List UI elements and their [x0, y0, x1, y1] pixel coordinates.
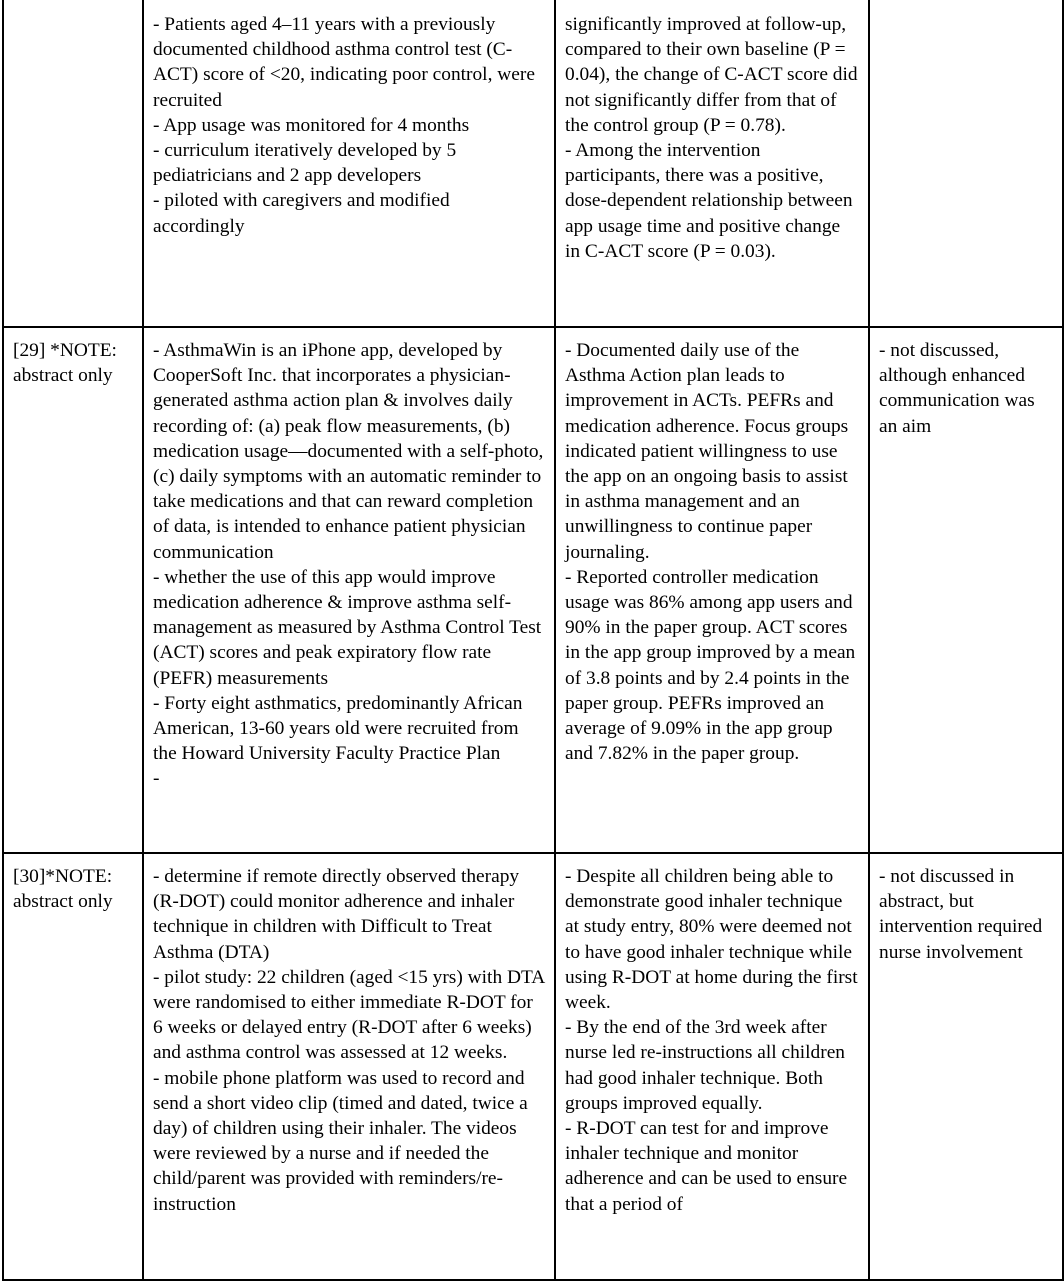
notes-cell [869, 0, 1063, 327]
reference-cell: [30]*NOTE: abstract only [3, 853, 143, 1280]
results-cell: - Despite all children being able to demonstrate good inhaler technique at study entry, 80% were deemed not to have good inhaler technique while using R-DOT at home during the first week. - By the end of the 3rd week after nurse led re-instructions all children had good inhaler technique. Both groups improved equally. - R-DOT can test for and improve inhaler technique and monitor adherence and can be used to ensure that a period of [555, 853, 869, 1280]
results-cell: - Documented daily use of the Asthma Action plan leads to improvement in ACTs. PEFRs and medication adherence. Focus groups indicated patient willingness to use the app on an ongoing basis to assist in asthma management and an unwillingness to continue paper journaling. - Reported controller medication usage was 86% among app users and 90% in the paper group. ACT scores in the app group improved by a mean of 3.8 points and by 2.4 points in the paper group. PEFRs improved an average of 9.09% in the app group and 7.82% in the paper group. [555, 327, 869, 853]
table-row [3, 853, 1063, 1280]
reference-cell: [29] *NOTE: abstract only [3, 327, 143, 853]
methods-cell: - determine if remote directly observed therapy (R-DOT) could monitor adherence and inhaler technique in children with Difficult to Treat Asthma (DTA) - pilot study: 22 children (aged <15 yrs) with DTA were randomised to either immediate R-DOT for 6 weeks or delayed entry (R-DOT after 6 weeks) and asthma control was assessed at 12 weeks. - mobile phone platform was used to record and send a short video clip (timed and dated, twice a day) of children using their inhaler. The videos were reviewed by a nurse and if needed the child/parent was provided with reminders/re-instruction [143, 853, 555, 1280]
table-row [3, 327, 1063, 853]
notes-cell: - not discussed, although enhanced communication was an aim [869, 327, 1063, 853]
notes-cell: - not discussed in abstract, but intervention required nurse involvement [869, 853, 1063, 1280]
results-cell: significantly improved at follow-up, compared to their own baseline (P = 0.04), the change of C-ACT score did not significantly differ from that of the control group (P = 0.78). - Among the intervention participants, there was a positive, dose-dependent relationship between app usage time and positive change in C-ACT score (P = 0.03). [555, 0, 869, 327]
methods-cell: - Patients aged 4–11 years with a previously documented childhood asthma control test (C-ACT) score of <20, indicating poor control, were recruited - App usage was monitored for 4 months - curriculum iteratively developed by 5 pediatricians and 2 app developers - piloted with caregivers and modified accordingly [143, 0, 555, 327]
table-row [3, 0, 1063, 327]
reference-cell [3, 0, 143, 327]
methods-cell: - AsthmaWin is an iPhone app, developed by CooperSoft Inc. that incorporates a physician-generated asthma action plan & involves daily recording of: (a) peak flow measurements, (b) medication usage—documented with a self-photo, (c) daily symptoms with an automatic reminder to take medications and that can reward completion of data, is intended to enhance patient physician communication - whether the use of this app would improve medication adherence & improve asthma self-management as measured by Asthma Control Test (ACT) scores and peak expiratory flow rate (PEFR) measurements - Forty eight asthmatics, predominantly African American, 13-60 years old were recruited from the Howard University Faculty Practice Plan - [143, 327, 555, 853]
evidence-table [2, 0, 1064, 1281]
